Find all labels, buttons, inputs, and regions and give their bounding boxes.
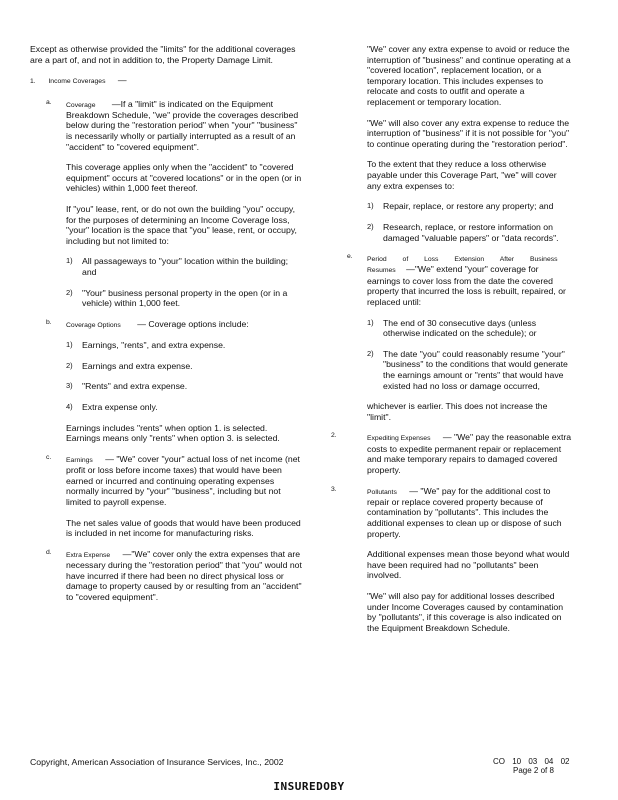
- earnings-includes-paragraph: Earnings includes "rents" when option 1. is selected. Earnings means only "rents" when option 3. is selected.: [66, 422, 280, 444]
- copyright-notice: Copyright, American Association of Insurance Services, Inc., 2002: [30, 757, 284, 767]
- list-text: "Your" business personal property in the open (or in a vehicle) within 1,000 feet.: [82, 287, 288, 309]
- location-paragraph: If "you" lease, rent, or do not own the building "you" occupy, for the purposes of determining an Income Coverage loss, "your" location is the space that "you" lease, rent, or occupy, including but not limited to:: [66, 204, 297, 246]
- item-letter: a.: [46, 98, 52, 106]
- list-item: [367, 222, 573, 243]
- list-number: 2): [66, 360, 73, 370]
- list-item: [66, 340, 302, 351]
- item-title: Period of Loss Extension After Business Resumes: [367, 256, 558, 275]
- item-letter: b.: [46, 318, 52, 326]
- item-title: Earnings: [66, 456, 93, 464]
- section-income-coverages: [30, 75, 302, 86]
- additional-expenses-paragraph: Additional expenses mean those beyond what would have been required had no "pollutants" been involved.: [367, 549, 570, 581]
- list-item: [367, 349, 573, 391]
- list-item: [367, 201, 573, 212]
- list-number: 4): [66, 402, 73, 412]
- coverage-applies-paragraph: This coverage applies only when the "accident" to "covered equipment" occurs at "covered locations" or in the open (or in vehicles) within 1,000 feet thereof.: [66, 162, 302, 194]
- section-title: Pollutants: [367, 488, 397, 496]
- item-title: Coverage Options: [66, 321, 121, 329]
- list-number: 2): [66, 287, 73, 297]
- item-title: Extra Expense: [66, 551, 111, 559]
- watermark: INSUREDOBY: [273, 780, 345, 793]
- section-text: — "We" pay the reasonable extra costs to expedite permanent repair or replacement and make temporary repairs to damaged covered property.: [367, 432, 572, 475]
- item-text: — Coverage options include:: [137, 318, 249, 329]
- list-item: [66, 361, 302, 372]
- extra-expense-paragraph-2: "We" will also cover any extra expense to reduce the interruption of "business" if it is not possible for "you" to continue operating during the "restoration period".: [367, 117, 570, 149]
- list-text: Research, replace, or restore information on damaged "valuable papers" or "data records".: [383, 221, 559, 243]
- list-text: "Rents" and extra expense.: [82, 381, 188, 392]
- list-item: [367, 318, 573, 339]
- list-text: The end of 30 consecutive days (unless otherwise indicated on the schedule); or: [383, 317, 537, 339]
- section-title: Income Coverages: [48, 78, 106, 86]
- section-number: 2.: [331, 432, 337, 440]
- list-number: 2): [367, 348, 374, 358]
- list-text: Repair, replace, or restore any property; and: [383, 201, 554, 212]
- section-text: — "We" pay for the additional cost to repair or replace covered property because of contamination by "pollutants". This includes the additional expenses to clean up or dispose of such property.: [367, 485, 562, 539]
- section-number: 1.: [30, 78, 36, 86]
- right-column: [331, 44, 573, 644]
- list-item: [66, 288, 302, 309]
- extra-expense-paragraph-1: "We" cover any extra expense to avoid or reduce the interruption of "business" and continue operating at a "covered location", replacement location, or a temporary location. This includes expenses to relocate and costs to outfit and operate a replacement or temporary location.: [367, 44, 571, 108]
- item-letter: e.: [347, 253, 353, 261]
- item-text: —"We" cover only the extra expenses that are necessary during the "restoration period" that "you" would not have incurred if there had been no direct physical loss or damage to property caused by or resulting from an "accident" to "covered equipment".: [66, 548, 302, 602]
- item-title: Coverage: [66, 101, 96, 109]
- list-number: 1): [367, 201, 374, 211]
- list-number: 1): [66, 340, 73, 350]
- list-text: Earnings and extra expense.: [82, 360, 193, 371]
- section-pollutants: [331, 485, 573, 634]
- list-text: The date "you" could reasonably resume "your" "business" to the conditions that would generate the earnings amount or "rents" that would have existed had no loss or damage occurred,: [383, 348, 568, 391]
- list-item: [66, 402, 302, 413]
- list-number: 1): [367, 317, 374, 327]
- item-letter: c.: [46, 453, 52, 461]
- list-text: Earnings, "rents", and extra expense.: [82, 340, 226, 351]
- form-info: [493, 757, 569, 775]
- page-number: Page 2 of 8: [513, 766, 554, 776]
- section-title: Expediting Expenses: [367, 435, 431, 443]
- whichever-paragraph: whichever is earlier. This does not increase the "limit".: [367, 401, 548, 422]
- list-text: Extra expense only.: [82, 402, 158, 413]
- item-c-earnings: [30, 454, 302, 539]
- list-number: 1): [66, 256, 73, 266]
- item-a-coverage: [30, 99, 302, 309]
- extra-expense-paragraph-3: To the extent that they reduce a loss otherwise payable under this Coverage Part, "we" will cover any extra expenses to:: [367, 159, 557, 191]
- additional-losses-paragraph: "We" will also pay for additional losses described under Income Coverages caused by contamination by "pollutants", if this coverage is also indicated on the Equipment Breakdown Schedule.: [367, 591, 564, 633]
- net-sales-paragraph: The net sales value of goods that would have been produced is included in net income for manufacturing risks.: [66, 517, 301, 539]
- form-number: CO 10 03 04 02: [493, 757, 570, 766]
- section-expediting-expenses: [331, 432, 573, 475]
- list-number: 2): [367, 221, 374, 231]
- item-text: —If a "limit" is indicated on the Equipment Breakdown Schedule, "we" provide the coverages described below during the "restoration period" when "your" "business" is necessarily wholly or partially interrupted as a result of an "accident" to "covered equipment".: [66, 98, 299, 152]
- item-text: —"We" extend "your" coverage for earnings to cover loss from the date the covered property that incurred the loss is rebuilt, repaired, or replaced until:: [367, 264, 566, 307]
- item-b-coverage-options: [30, 319, 302, 444]
- item-d-extra-expense: [30, 549, 302, 603]
- item-e-period-of-loss: [347, 253, 573, 422]
- list-text: All passageways to "your" location within the building; and: [82, 256, 289, 278]
- section-dash: —: [117, 75, 127, 86]
- intro-paragraph: Except as otherwise provided the "limits" for the additional coverages are a part of, and not in addition to, the Property Damage Limit.: [30, 44, 296, 65]
- list-number: 3): [66, 381, 73, 391]
- item-letter: d.: [46, 548, 52, 556]
- list-item: [66, 381, 302, 392]
- list-item: [66, 256, 302, 277]
- item-text: — "We" cover "your" actual loss of net income (net profit or loss before income taxes) that would have been earned or incurred and continuing operating expenses normally incurred by "your" "business", including but not limited to payroll expense.: [66, 453, 300, 507]
- left-column: [30, 44, 302, 613]
- section-number: 3.: [331, 485, 337, 493]
